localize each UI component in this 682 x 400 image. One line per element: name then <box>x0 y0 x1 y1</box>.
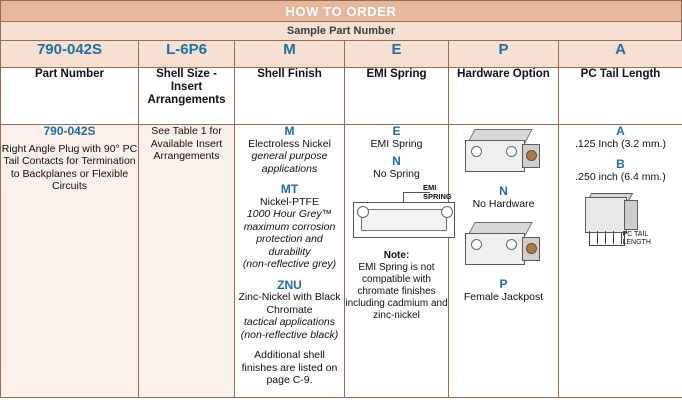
shell-finish-code-m: M <box>284 124 295 138</box>
sample-segment-pc-tail: A <box>559 41 682 68</box>
shell-finish-note2-mt: (non-reflective grey) <box>242 258 337 270</box>
emi-spring-name-e: EMI Spring <box>370 137 423 150</box>
cell-hardware-option <box>449 125 559 398</box>
subtitle-bar <box>0 22 682 40</box>
column-header-shell-finish-label: Shell Finish <box>257 68 322 80</box>
column-header-pc-tail-length <box>559 68 682 125</box>
jackpost-hole-left-icon <box>471 239 482 250</box>
pc-tail-line-3 <box>613 231 614 244</box>
shell-finish-note-m: general purpose applications <box>251 150 328 175</box>
column-header-emi-spring <box>345 68 449 125</box>
column-header-emi-spring-label: EMI Spring <box>366 68 427 80</box>
subtitle-text: Sample Part Number <box>286 25 396 37</box>
pc-tail-name-a: .125 Inch (3.2 mm.) <box>574 137 667 150</box>
cell-shell-size <box>139 125 235 398</box>
shell-finish-footer: Additional shell finishes are listed on page C-9. <box>241 349 338 386</box>
column-header-row <box>1 68 682 125</box>
cell-emi-spring <box>345 124 452 398</box>
pc-connector-side-face <box>624 200 638 230</box>
sample-segment-part-number: 790-042S <box>1 41 139 68</box>
sample-segment-shell-size: L-6P6 <box>139 41 235 68</box>
column-header-shell-size-label: Shell Size - Insert Arrangements <box>147 68 226 106</box>
column-header-part-number <box>1 68 139 125</box>
sample-segment-emi-spring: E <box>345 41 449 68</box>
title-bar <box>0 0 682 22</box>
hardware-name-n: No Hardware <box>472 197 535 210</box>
part-number-code: 790-042S <box>43 124 96 138</box>
jackpost-contact-icon <box>526 243 537 254</box>
pc-tail-length-figure <box>575 193 667 255</box>
shell-size-description: See Table 1 for Available Insert Arrangements <box>150 125 223 162</box>
pc-tail-code-a: A <box>616 124 625 138</box>
cell-pc-tail-length <box>559 125 682 398</box>
sample-segment-hardware: P <box>449 41 559 68</box>
column-body-row <box>1 125 682 398</box>
hardware-female-jackpost-figure <box>461 220 547 276</box>
shell-finish-code-mt: MT <box>280 182 299 196</box>
pc-tail-figure-label: PC TAIL LENGTH <box>622 231 651 246</box>
emi-spring-figure-label: EMI SPRING <box>423 183 452 201</box>
emi-spring-figure <box>345 182 465 248</box>
column-header-part-number-label: Part Number <box>34 68 105 80</box>
shell-finish-name-mt: Nickel-PTFE <box>260 195 319 208</box>
pc-tail-line-2 <box>605 231 606 244</box>
pc-tail-dimension-line <box>621 233 622 244</box>
pc-connector-front-face <box>585 197 627 233</box>
pc-tail-name-b: .250 inch (6.4 mm.) <box>575 170 666 183</box>
hardware-code-n: N <box>499 184 508 198</box>
emi-spring-code-n: N <box>392 154 401 168</box>
column-header-shell-size <box>139 68 235 125</box>
shell-finish-note-znu: tactical applications <box>243 316 336 328</box>
connector-hole-right-icon <box>506 146 517 157</box>
connector-hole-left-icon <box>471 146 482 157</box>
shell-finish-name-m: Electroless Nickel <box>248 137 331 150</box>
column-header-hardware-option-label: Hardware Option <box>457 68 550 80</box>
sample-part-number-row <box>1 41 682 68</box>
shell-finish-name-znu: Zinc-Nickel with Black Chromate <box>238 291 341 316</box>
emi-connector-insert <box>361 209 447 231</box>
pc-tail-line-1 <box>597 231 598 244</box>
hardware-code-p: P <box>499 277 508 291</box>
hardware-name-p: Female Jackpost <box>463 290 544 303</box>
emi-spring-code-e: E <box>392 124 401 138</box>
shell-finish-note2-znu: (non-reflective black) <box>240 328 339 341</box>
pc-tail-code-b: B <box>616 157 625 171</box>
hardware-no-hardware-figure <box>461 127 547 183</box>
emi-connector-hole-right <box>441 206 453 218</box>
page-title: HOW TO ORDER <box>285 3 397 19</box>
column-header-pc-tail-length-label: PC Tail Length <box>580 68 661 80</box>
emi-spring-note-text: EMI Spring is not compatible with chromate finishes including cadmium and zinc-nickel <box>345 262 448 321</box>
sample-segment-shell-finish: M <box>235 41 345 68</box>
pc-connector-tails <box>589 231 625 246</box>
column-header-hardware-option <box>449 68 559 125</box>
shell-finish-code-znu: ZNU <box>277 277 302 292</box>
cell-shell-finish <box>235 125 345 398</box>
jackpost-hole-right-icon <box>506 239 517 250</box>
shell-finish-note-mt: 1000 Hour Grey™ maximum corrosion protection and durability <box>243 208 336 258</box>
connector-contact-icon <box>526 150 537 161</box>
how-to-order-table <box>0 40 682 398</box>
emi-connector-hole-left <box>357 206 369 218</box>
emi-spring-note-title: Note: <box>383 250 410 261</box>
column-header-shell-finish <box>235 68 345 125</box>
part-number-description: Right Angle Plug with 90° PC Tail Contacts for Termination to Backplanes or Flexible Circuits <box>1 142 138 192</box>
emi-spring-note <box>345 250 448 322</box>
cell-part-number <box>1 125 139 398</box>
emi-spring-name-n: No Spring <box>373 167 420 180</box>
